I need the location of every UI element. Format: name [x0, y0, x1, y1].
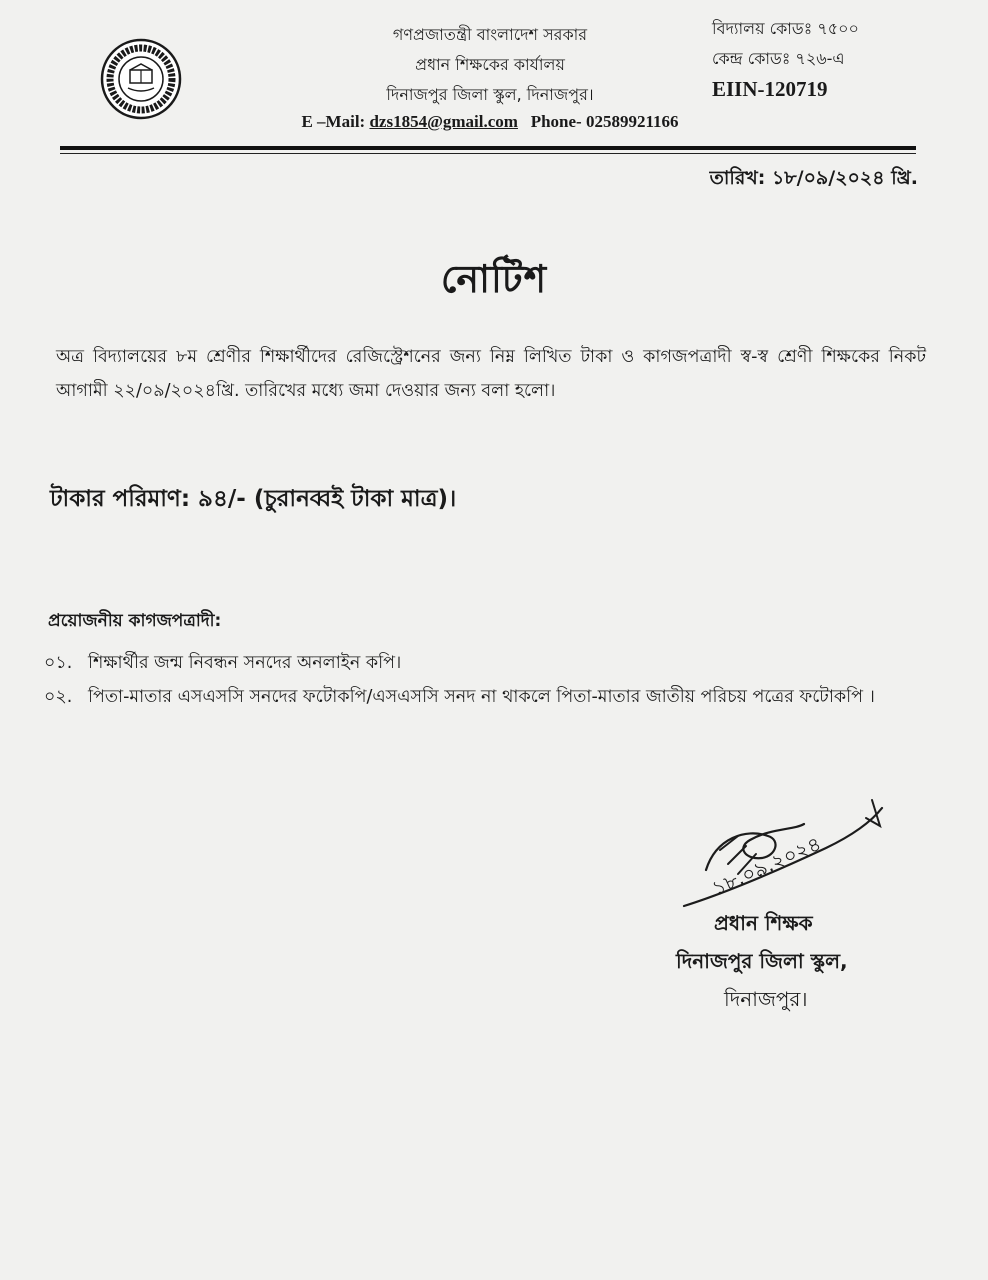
office-name: প্রধান শিক্ষকের কার্যালয় — [415, 55, 565, 74]
email-label: E –Mail: — [301, 112, 366, 131]
contact-line — [250, 112, 730, 132]
notice-title: নোটিশ — [440, 257, 548, 301]
phone-number: 02589921166 — [585, 112, 679, 131]
signer-school: দিনাজপুর জিলা স্কুল, — [676, 949, 848, 973]
header-divider-thin — [60, 153, 916, 154]
school-codes — [712, 14, 962, 104]
list-item-text: শিক্ষার্থীর জন্ম নিবন্ধন সনদের অনলাইন কপি। — [88, 653, 402, 673]
govt-name: গণপ্রজাতন্ত্রী বাংলাদেশ সরকার — [392, 25, 588, 44]
center-code: কেন্দ্র কোডঃ ৭২৬-এ — [712, 49, 845, 68]
signer-block — [676, 904, 916, 1018]
list-item-number: ০২. — [44, 687, 73, 707]
phone-label: Phone- — [530, 112, 582, 131]
school-code: বিদ্যালয় কোডঃ ৭৫০০ — [712, 19, 859, 38]
required-documents-heading: প্রয়োজনীয় কাগজপত্রাদী: — [48, 611, 222, 631]
header-divider-thick — [60, 146, 916, 150]
office-header — [250, 20, 730, 132]
fee-amount: টাকার পরিমাণ: ৯৪/- (চুরানব্বই টাকা মাত্র)। — [50, 486, 457, 512]
notice-date: তারিখ: ১৮/০৯/২০২৪ খ্রি. — [709, 167, 918, 189]
signer-city: দিনাজপুর। — [724, 987, 808, 1011]
email-link[interactable]: dzs1854@gmail.com — [369, 112, 518, 131]
required-documents-list — [44, 646, 934, 714]
signer-title: প্রধান শিক্ষক — [714, 911, 813, 935]
signature-date: ১৮.০৯.২০২৪ — [708, 831, 825, 901]
school-seal-logo — [100, 38, 182, 120]
list-item-number: ০১. — [44, 653, 73, 673]
list-item — [44, 646, 934, 680]
list-item-text: পিতা-মাতার এসএসসি সনদের ফটোকপি/এসএসসি সনদ না থাকলে পিতা-মাতার জাতীয় পরিচয় পত্রের ফটোকপি । — [88, 687, 875, 707]
eiin-number: EIIN-120719 — [712, 77, 828, 101]
list-item — [44, 680, 934, 714]
notice-body: অত্র বিদ্যালয়ের ৮ম শ্রেণীর শিক্ষার্থীদের রেজিস্ট্রেশনের জন্য নিম্ন লিখিত টাকা ও কাগজপত্রাদী স্ব-স্ব শ্রেণী শিক্ষকের নিকট আগামী ২২/০৯/২০২৪খ্রি. তারিখের মধ্যে জমা দেওয়ার জন্য বলা হলো। — [56, 347, 926, 401]
school-address: দিনাজপুর জিলা স্কুল, দিনাজপুর। — [386, 85, 594, 104]
handwritten-signature — [676, 778, 896, 918]
